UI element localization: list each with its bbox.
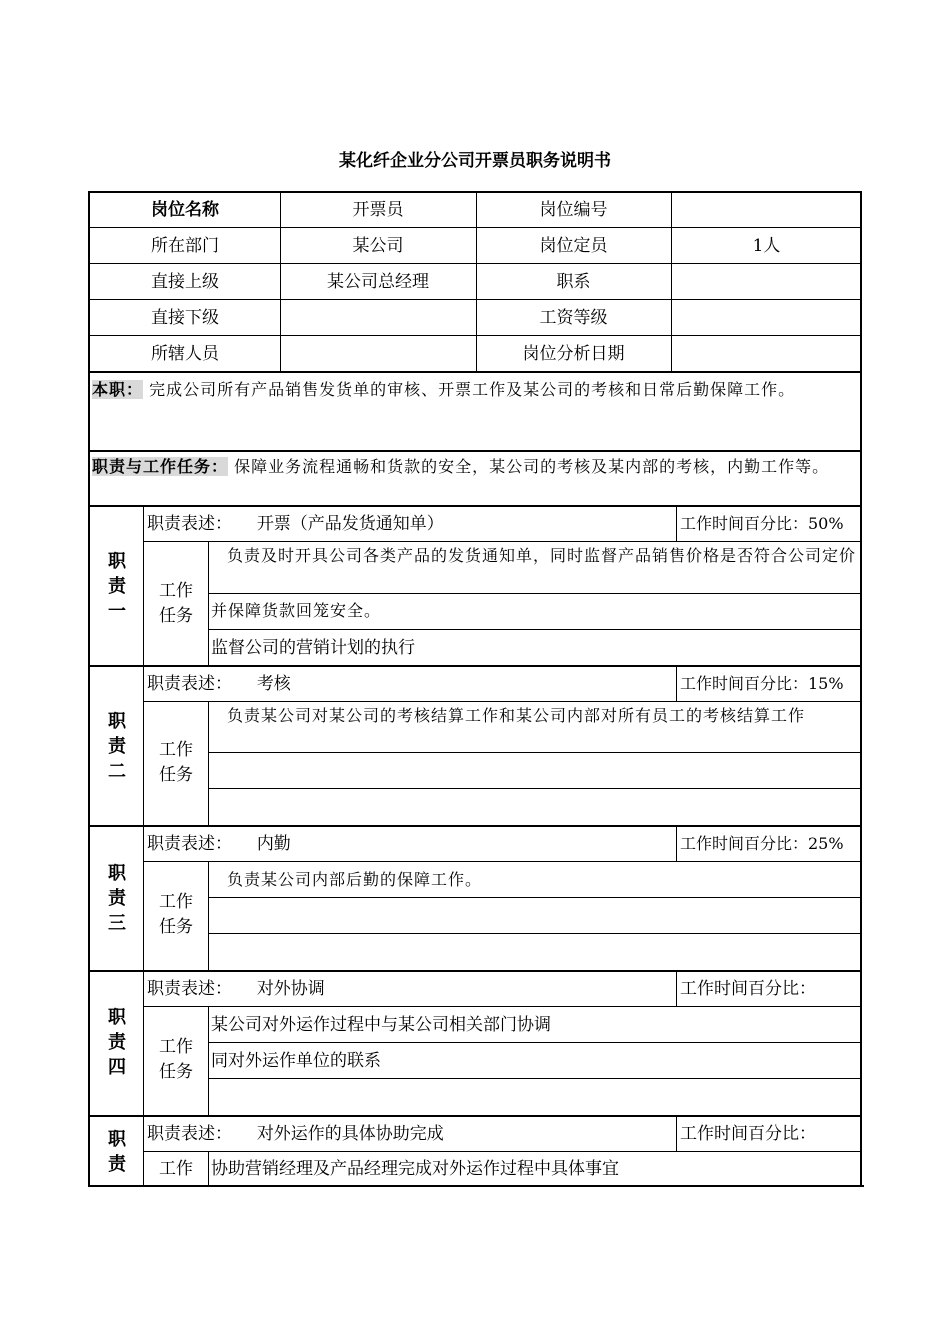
- info-value: 开票员: [352, 200, 404, 220]
- task-label-line: 任务: [159, 917, 193, 937]
- info-value: 某公司总经理: [327, 272, 429, 292]
- responsibilities-label: 职责与工作任务：: [92, 457, 229, 476]
- duty-5-time: 工作时间百分比：: [680, 1124, 816, 1144]
- responsibilities-text: 保障业务流程通畅和货款的安全，某公司的考核及某内部的考核，内勤工作等。: [234, 457, 830, 476]
- duty-3-name: [90, 861, 144, 936]
- info-value: 1人: [752, 236, 781, 256]
- duty-3-desc: [147, 832, 291, 856]
- duty-4-desc-label: 职责表述：: [147, 979, 232, 999]
- info-label: 职系: [556, 272, 591, 292]
- duty-5-char: 责: [108, 1154, 126, 1175]
- row-line: [90, 825, 862, 827]
- duty-1-name: [90, 549, 144, 624]
- core-duty: [92, 378, 858, 402]
- row-line: [143, 1151, 862, 1152]
- row-line: [208, 933, 862, 934]
- duty-2-time: 工作时间百分比：15%: [680, 674, 844, 693]
- col-line: [676, 665, 677, 701]
- task-label-line: 工作: [159, 581, 193, 601]
- core-duty-label: 本职：: [92, 380, 144, 399]
- info-value: 某公司: [352, 236, 404, 256]
- row-line: [208, 788, 862, 789]
- row-line: [143, 701, 862, 702]
- duty-3-char: 责: [108, 888, 126, 909]
- task-label-line: 任务: [159, 765, 193, 785]
- responsibilities-summary: [92, 455, 858, 479]
- col-line: [671, 193, 672, 371]
- row-line: [90, 371, 862, 373]
- duty-5-task-label: 工作: [159, 1159, 193, 1179]
- duty-3-char: 三: [108, 913, 126, 934]
- duty-1-char: 职: [108, 551, 126, 572]
- duty-4-task-1: 某公司对外运作过程中与某公司相关部门协调: [211, 1015, 551, 1035]
- duty-4-char: 四: [108, 1057, 126, 1078]
- row-line: [208, 752, 862, 753]
- row-line: [208, 897, 862, 898]
- col-line: [208, 861, 209, 970]
- duty-1-task-1: 负责及时开具公司各类产品的发货通知单，同时监督产品销售价格是否符合公司定价: [227, 546, 857, 565]
- info-label: 工资等级: [539, 308, 608, 328]
- col-line: [676, 825, 677, 861]
- duty-5-desc-text: 对外运作的具体协助完成: [256, 1124, 444, 1144]
- task-label-line: 工作: [159, 740, 193, 760]
- duty-4-char: 职: [108, 1007, 126, 1028]
- duty-2-task-1: 负责某公司对某公司的考核结算工作和某公司内部对所有员工的考核结算工作: [227, 706, 806, 725]
- duty-4-time: 工作时间百分比：: [680, 979, 816, 999]
- info-label: 直接上级: [151, 272, 219, 292]
- duty-2-char: 二: [108, 761, 126, 782]
- duty-5-char: 职: [108, 1129, 126, 1150]
- info-label: 岗位定员: [539, 236, 608, 256]
- job-description-table: [88, 191, 862, 1185]
- duty-4-char: 责: [108, 1032, 126, 1053]
- row-line: [90, 665, 862, 667]
- col-line: [208, 1151, 209, 1187]
- col-line: [676, 970, 677, 1006]
- duty-3-char: 职: [108, 863, 126, 884]
- row-line: [90, 1115, 862, 1117]
- duty-1-task-3: 监督公司的营销计划的执行: [211, 638, 415, 658]
- info-label: 岗位分析日期: [522, 344, 625, 364]
- info-label: 所在部门: [151, 236, 219, 256]
- duty-4-name: [90, 1005, 144, 1080]
- col-line: [208, 701, 209, 825]
- duty-3-task-label: [144, 890, 208, 940]
- duty-3-desc-text: 内勤: [256, 834, 291, 854]
- duty-3-time: 工作时间百分比：25%: [680, 834, 844, 853]
- duty-1-char: 责: [108, 576, 126, 597]
- task-label-line: 任务: [159, 1062, 193, 1082]
- page-title: 某化纤企业分公司开票员职务说明书: [339, 151, 611, 171]
- table-bottom-line: [88, 1185, 864, 1187]
- duty-1-task-2: 并保障货款回笼安全。: [211, 601, 382, 620]
- duty-3-desc-label: 职责表述：: [147, 834, 232, 854]
- duty-1-task-label: [144, 579, 208, 629]
- info-label: 直接下级: [151, 308, 219, 328]
- row-line: [208, 1078, 862, 1079]
- row-line: [143, 861, 862, 862]
- duty-5-task-1: 协助营销经理及产品经理完成对外运作过程中具体事宜: [211, 1159, 619, 1179]
- info-label: 所辖人员: [151, 344, 219, 364]
- col-line: [676, 505, 677, 541]
- row-line: [208, 593, 862, 594]
- row-line: [90, 450, 862, 452]
- core-duty-text: 完成公司所有产品销售发货单的审核、开票工作及某公司的考核和日常后勤保障工作。: [149, 380, 796, 399]
- duty-2-char: 职: [108, 711, 126, 732]
- duty-4-desc: [147, 977, 325, 1001]
- duty-2-desc-text: 考核: [256, 674, 291, 694]
- row-line: [90, 505, 862, 507]
- duty-5-name: [90, 1127, 144, 1177]
- row-line: [208, 629, 862, 630]
- duty-4-task-label: [144, 1035, 208, 1085]
- info-label: 岗位编号: [539, 200, 608, 220]
- row-line: [143, 1006, 862, 1007]
- duty-3-task-1: 负责某公司内部后勤的保障工作。: [227, 870, 483, 889]
- row-line: [208, 1042, 862, 1043]
- duty-1-desc-label: 职责表述：: [147, 514, 232, 534]
- duty-2-char: 责: [108, 736, 126, 757]
- duty-5-desc-label: 职责表述：: [147, 1124, 232, 1144]
- duty-1-char: 一: [108, 601, 126, 622]
- duty-5-desc: [147, 1122, 444, 1146]
- info-label: 岗位名称: [151, 200, 219, 220]
- task-label-line: 工作: [159, 892, 193, 912]
- duty-2-name: [90, 709, 144, 784]
- row-line: [143, 541, 862, 542]
- col-line: [676, 1115, 677, 1151]
- duty-2-desc-label: 职责表述：: [147, 674, 232, 694]
- duty-1-desc: [147, 512, 444, 536]
- task-label-line: 任务: [159, 606, 193, 626]
- col-line: [208, 541, 209, 665]
- duty-1-desc-text: 开票（产品发货通知单）: [256, 514, 444, 534]
- row-line: [90, 970, 862, 972]
- duty-2-task-label: [144, 738, 208, 788]
- duty-4-task-2: 同对外运作单位的联系: [211, 1051, 381, 1071]
- task-label-line: 工作: [159, 1037, 193, 1057]
- duty-4-desc-text: 对外协调: [256, 979, 325, 999]
- col-line: [208, 1006, 209, 1115]
- duty-1-time: 工作时间百分比：50%: [680, 514, 844, 533]
- duty-2-desc: [147, 672, 291, 696]
